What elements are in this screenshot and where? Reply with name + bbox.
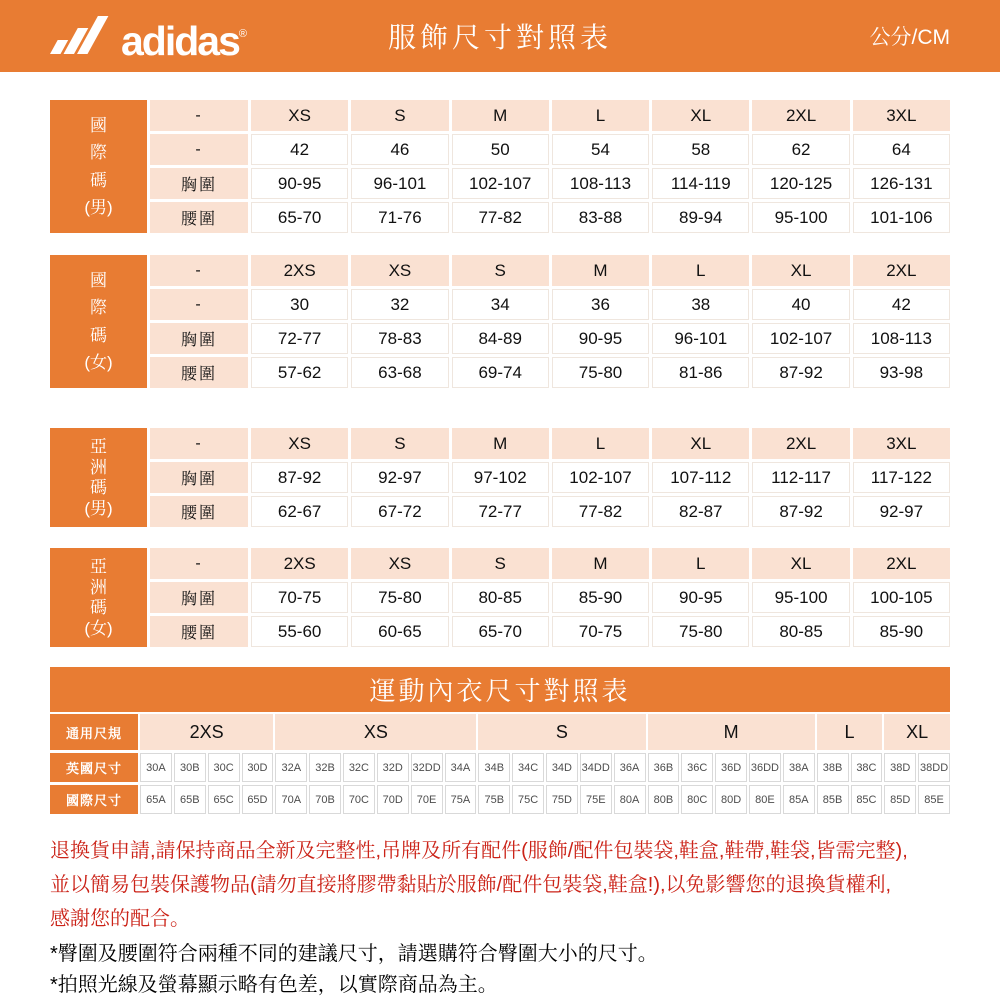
table-group-label [50,428,147,527]
size-value-cell: 102-107 [552,462,649,493]
size-value-cell: 90-95 [552,323,649,354]
size-header-cell: M [552,255,649,286]
uk-size-cell: 36B [648,753,680,782]
size-value-cell: 89-94 [652,202,749,233]
table-group-label-char: 亞 [90,556,107,576]
universal-size-cell: 2XS [140,714,273,750]
size-value-cell: 90-95 [251,168,348,199]
size-value-cell: 84-89 [452,323,549,354]
adidas-stripes-icon [50,14,112,54]
size-value-cell: 92-97 [853,496,950,527]
size-header-cell: 3XL [853,100,950,131]
table-group-label [50,255,147,388]
row-label-cell: - [150,134,248,165]
size-value-cell: 42 [251,134,348,165]
table-group-label-char: (男) [84,198,113,218]
intl-size-cell: 80D [715,785,747,814]
uk-size-cell: 36A [614,753,646,782]
uk-size-cell: 36DD [749,753,781,782]
intl-size-cell: 80B [648,785,680,814]
size-value-cell: 102-107 [752,323,849,354]
size-value-cell: 38 [652,289,749,320]
size-header-cell: M [452,428,549,459]
universal-size-cell: L [817,714,883,750]
size-value-cell: 75-80 [652,616,749,647]
size-value-cell: 40 [752,289,849,320]
size-header-cell: 3XL [853,428,950,459]
size-header-cell: 2XL [853,255,950,286]
size-value-cell: 71-76 [351,202,448,233]
size-value-cell: 87-92 [752,496,849,527]
uk-size-cell: 32C [343,753,375,782]
size-value-cell: 108-113 [552,168,649,199]
uk-size-cell: 32A [275,753,307,782]
intl-size-cell: 70C [343,785,375,814]
uk-size-cell: 32B [309,753,341,782]
size-value-cell: 65-70 [452,616,549,647]
size-value-cell: 114-119 [652,168,749,199]
universal-size-cell: S [478,714,645,750]
size-value-cell: 64 [853,134,950,165]
size-value-cell: 100-105 [853,582,950,613]
note-red-line: 並以簡易包裝保護物品(請勿直接將膠帶黏貼於服飾/配件包裝袋,鞋盒!),以免影響您的退換貨權利, [50,874,892,896]
intl-size-cell: 70A [275,785,307,814]
table-group-label-char: 碼 [90,325,107,345]
size-value-cell: 58 [652,134,749,165]
table-group-label-char: 國 [90,115,107,135]
size-value-cell: 70-75 [552,616,649,647]
size-value-cell: 77-82 [552,496,649,527]
size-value-cell: 57-62 [251,357,348,388]
row-label-cell: 胸圍 [150,582,248,613]
size-value-cell: 78-83 [351,323,448,354]
size-value-cell: 62-67 [251,496,348,527]
size-header-cell: 2XS [251,255,348,286]
universal-size-cell: M [648,714,815,750]
size-value-cell: 34 [452,289,549,320]
size-value-cell: 80-85 [752,616,849,647]
row-label-cell: 腰圍 [150,616,248,647]
size-header-cell: XS [251,428,348,459]
size-value-cell: 36 [552,289,649,320]
size-table-intl-women [50,255,950,388]
intl-size-cell: 80C [681,785,713,814]
size-table-intl-men [50,100,950,233]
intl-size-cell: 65C [208,785,240,814]
uk-size-cell: 36C [681,753,713,782]
uk-size-cell: 32DD [411,753,443,782]
uk-size-cell: 36D [715,753,747,782]
table-group-label-char: (女) [84,353,113,373]
size-header-cell: M [552,548,649,579]
intl-size-cell: 65D [242,785,274,814]
registered-mark: ® [238,28,247,41]
size-header-cell: XL [752,255,849,286]
uk-size-cell: 38DD [918,753,950,782]
row-label-cell: 胸圍 [150,323,248,354]
size-header-cell: S [452,255,549,286]
uk-size-cell: 34D [546,753,578,782]
size-value-cell: 107-112 [652,462,749,493]
size-value-cell: 87-92 [251,462,348,493]
size-value-cell: 95-100 [752,202,849,233]
uk-size-cell: 30A [140,753,172,782]
universal-size-label: 通用尺規 [50,714,138,750]
uk-size-cell: 32D [377,753,409,782]
uk-size-cell: 34C [512,753,544,782]
table-group-label-char: 際 [90,143,107,163]
table-group-label-char: 碼 [90,170,107,190]
size-value-cell: 97-102 [452,462,549,493]
size-header-cell: S [452,548,549,579]
size-header-cell: M [452,100,549,131]
size-value-cell: 42 [853,289,950,320]
size-header-cell: L [552,428,649,459]
bra-table-title: 運動內衣尺寸對照表 [50,667,950,712]
size-header-cell: 2XS [251,548,348,579]
size-value-cell: 81-86 [652,357,749,388]
intl-size-cell: 85A [783,785,815,814]
uk-size-cell: 34A [445,753,477,782]
uk-size-cell: 38C [851,753,883,782]
table-group-label-char: 碼 [90,478,107,498]
size-value-cell: 32 [351,289,448,320]
table-group-label-char: 際 [90,298,107,318]
size-header-cell: XL [652,100,749,131]
size-value-cell: 75-80 [552,357,649,388]
row-label-cell: 胸圍 [150,168,248,199]
size-value-cell: 87-92 [752,357,849,388]
intl-size-cell: 75A [445,785,477,814]
intl-size-cell: 65A [140,785,172,814]
intl-size-cell: 70E [411,785,443,814]
uk-size-cell: 38A [783,753,815,782]
size-value-cell: 69-74 [452,357,549,388]
size-header-cell: L [552,100,649,131]
table-group-label-char: 亞 [90,436,107,456]
size-value-cell: 70-75 [251,582,348,613]
size-value-cell: 72-77 [452,496,549,527]
brand-wordmark: adidas® [121,18,247,65]
universal-size-cell: XL [884,714,950,750]
row-label-cell: - [150,100,248,131]
size-header-cell: S [351,428,448,459]
uk-size-cell: 30B [174,753,206,782]
intl-size-cell: 75D [546,785,578,814]
intl-size-cell: 85C [851,785,883,814]
size-value-cell: 63-68 [351,357,448,388]
size-value-cell: 90-95 [652,582,749,613]
uk-size-cell: 34B [478,753,510,782]
size-value-cell: 95-100 [752,582,849,613]
size-value-cell: 75-80 [351,582,448,613]
intl-size-cell: 70D [377,785,409,814]
size-value-cell: 117-122 [853,462,950,493]
size-value-cell: 85-90 [552,582,649,613]
size-value-cell: 96-101 [652,323,749,354]
row-label-cell: - [150,428,248,459]
size-table-asia-women [50,548,950,647]
uk-size-cell: 38D [884,753,916,782]
bra-size-table [50,714,950,814]
size-value-cell: 92-97 [351,462,448,493]
intl-size-label: 國際尺寸 [50,785,138,814]
table-group-label-char: (男) [84,499,113,519]
uk-size-cell: 38B [817,753,849,782]
return-policy-notes [50,834,950,936]
size-value-cell: 62 [752,134,849,165]
size-value-cell: 54 [552,134,649,165]
note-red-line: 感謝您的配合。 [50,908,190,930]
table-group-label [50,100,147,233]
intl-size-cell: 80E [749,785,781,814]
table-group-label-char: (女) [84,619,113,639]
uk-size-cell: 30D [242,753,274,782]
row-label-cell: 腰圍 [150,496,248,527]
table-group-label-char: 洲 [90,457,107,477]
size-header-cell: XS [351,255,448,286]
size-header-cell: XL [752,548,849,579]
sizing-disclaimer-notes [50,939,950,1001]
uk-size-cell: 34DD [580,753,612,782]
size-header-cell: S [351,100,448,131]
intl-size-cell: 75E [580,785,612,814]
note-black-line: *臀圍及腰圍符合兩種不同的建議尺寸，請選購符合臀圍大小的尺寸。 [50,943,658,965]
size-value-cell: 50 [452,134,549,165]
intl-size-cell: 85B [817,785,849,814]
intl-size-cell: 80A [614,785,646,814]
page-title: 服飾尺寸對照表 [387,22,612,53]
intl-size-cell: 70B [309,785,341,814]
unit-label: 公分/CM [869,26,950,49]
size-table-asia-men [50,428,950,527]
uk-size-cell: 30C [208,753,240,782]
row-label-cell: 腰圍 [150,202,248,233]
size-value-cell: 126-131 [853,168,950,199]
intl-size-cell: 85E [918,785,950,814]
size-header-cell: L [652,548,749,579]
size-value-cell: 82-87 [652,496,749,527]
size-value-cell: 108-113 [853,323,950,354]
size-value-cell: 65-70 [251,202,348,233]
note-black-line: *拍照光線及螢幕顯示略有色差，以實際商品為主。 [50,974,498,996]
size-value-cell: 77-82 [452,202,549,233]
size-header-cell: 2XL [853,548,950,579]
size-value-cell: 102-107 [452,168,549,199]
intl-size-cell: 65B [174,785,206,814]
uk-size-label: 英國尺寸 [50,753,138,782]
header-banner [0,0,1000,72]
size-value-cell: 83-88 [552,202,649,233]
size-value-cell: 101-106 [853,202,950,233]
intl-size-cell: 85D [884,785,916,814]
size-header-cell: 2XL [752,100,849,131]
size-header-cell: 2XL [752,428,849,459]
adidas-logo [50,14,247,65]
size-chart-content [0,100,1000,1001]
row-label-cell: 胸圍 [150,462,248,493]
size-value-cell: 85-90 [853,616,950,647]
size-header-cell: XS [251,100,348,131]
size-value-cell: 72-77 [251,323,348,354]
table-group-label-char: 國 [90,270,107,290]
size-value-cell: 67-72 [351,496,448,527]
row-label-cell: 腰圍 [150,357,248,388]
intl-size-cell: 75B [478,785,510,814]
size-value-cell: 60-65 [351,616,448,647]
row-label-cell: - [150,255,248,286]
size-value-cell: 112-117 [752,462,849,493]
table-group-label-char: 洲 [90,577,107,597]
row-label-cell: - [150,548,248,579]
size-header-cell: XL [652,428,749,459]
size-value-cell: 120-125 [752,168,849,199]
size-value-cell: 30 [251,289,348,320]
table-group-label-char: 碼 [90,598,107,618]
size-header-cell: L [652,255,749,286]
size-value-cell: 80-85 [452,582,549,613]
note-red-line: 退換貨申請,請保持商品全新及完整性,吊牌及所有配件(服飾/配件包裝袋,鞋盒,鞋帶,鞋袋,皆需完整), [50,840,908,862]
row-label-cell: - [150,289,248,320]
universal-size-cell: XS [275,714,476,750]
intl-size-cell: 75C [512,785,544,814]
size-value-cell: 93-98 [853,357,950,388]
size-value-cell: 46 [351,134,448,165]
size-value-cell: 55-60 [251,616,348,647]
size-value-cell: 96-101 [351,168,448,199]
table-group-label [50,548,147,647]
size-header-cell: XS [351,548,448,579]
